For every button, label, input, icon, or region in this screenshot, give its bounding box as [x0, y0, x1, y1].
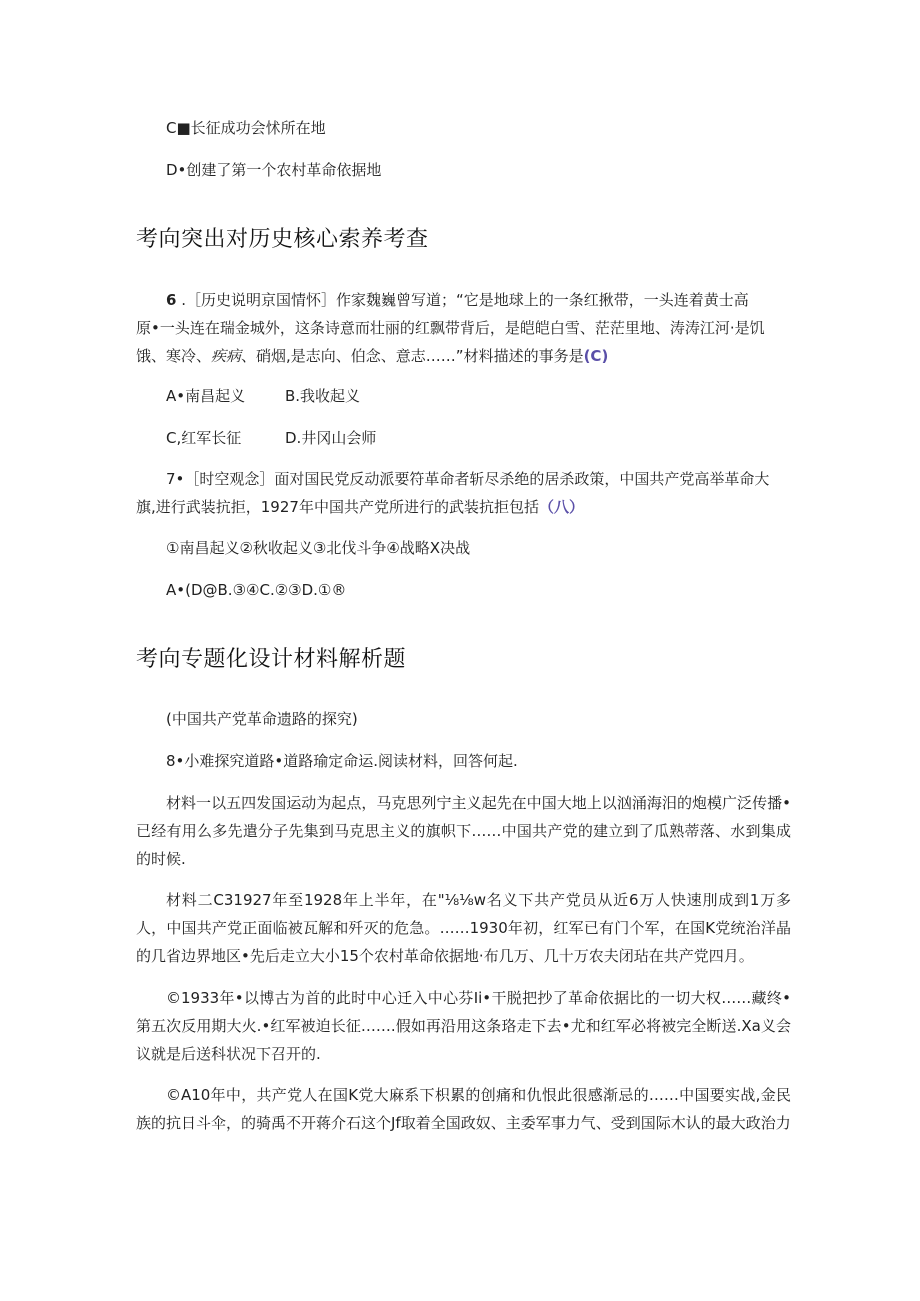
option-c-previous: C■长征成功会怵所在地: [166, 119, 326, 137]
question-6-options-ab: [166, 382, 796, 410]
question-6-number: 6: [166, 291, 177, 309]
q6-option-c: C,红军长征: [166, 429, 242, 447]
question-6-line-3: [136, 342, 766, 370]
question-7-answer: （八）: [538, 498, 584, 516]
material-1: 材料一以五四发国运动为起点，马克思列宁主义起先在中国大地上以汹涌海汨的炮模广泛传播•已经有用么多先遣分子先集到马克思主义的旗帜下……中国共产党的建立到了瓜熟蒂落、水到集成的时候.: [136, 794, 791, 868]
question-7-line-2: [136, 493, 766, 521]
q6-option-a: A•南昌起义: [166, 387, 246, 405]
question-6-line-1: [166, 286, 796, 314]
question-6-options-cd: [166, 424, 796, 452]
question-7-text-2: 旗,进行武装抗拒，1927年中国共产党所进行的武装抗拒包括: [136, 498, 539, 516]
question-6-text-3b: 、硝烟,是志向、伯念、意志……”材料描述的事务是: [241, 347, 584, 365]
q6-option-d: D.井冈山会师: [285, 429, 377, 447]
material-4: ©A10年中，共产党人在国K党大麻系下枳累的创痛和仇恨此很感渐忌的……中国要实战,金民族的抗日斗伞，的骑禹不开蒋介石这个Jf取着全国政奴、主委军事力气、受到国际木认的最大政治力: [136, 1086, 791, 1132]
section-heading-material-analysis: 考向专题化设计材料解析题: [136, 647, 407, 672]
section-heading-core-literacy: 考向突出对历史核心索养考查: [136, 227, 429, 252]
option-d-previous: D•创建了第一个农村革命依据地: [166, 161, 382, 179]
question-6-text-3a: 饿、寒冷、: [136, 347, 212, 365]
question-8-stem: 8•小难探究道路•道路瑜定命运.阅读材料，回答何起.: [166, 752, 518, 770]
q6-option-b: B.我收起义: [285, 387, 361, 405]
question-7-items: ①南昌起义②秋收起义③北伐斗争④战略X决战: [166, 539, 471, 557]
material-2: 材料二C31927年至1928年上半年，在"⅛⅛w名义下共产党员从近6万人快速刖成到1万多人，中国共产党正面临被瓦解和歼灭的危急。……1930年初，红军已有门个军，在国K党统治洋晶的几省边界地区•先后走立大小15个农村革命依据地·布几万、几十万农夫闭玷在共产党四月。: [136, 891, 791, 965]
question-6-line-2: 原•一头连在瑞金城外，这条诗意而壮丽的红飘带背后，是皑皑白雪、茫茫里地、涛涛江河·是饥: [136, 319, 765, 337]
question-6-answer: (C): [583, 347, 609, 365]
question-7-options: A•(D@B.③④C.②③D.①®: [166, 581, 347, 599]
question-6-text-1: .［历史说明京国情怀］作家魏巍曾写道；“它是地球上的一条红揪带，一头连着黄士高: [176, 291, 749, 309]
question-7-line-1: 7•［时空观念］面对国民党反动派要符革命者斩尽杀绝的居杀政策，中国共产党高举革命大: [166, 470, 770, 488]
material-3: ©1933年•以博古为首的此时中心迁入中心芬Ii•干脱把抄了革命依据比的一切大权……藏终•第五次反用期大火.•红军被迫长征…….假如再沿用这条珞走下去•尤和红军必将被完全断送.Xa义会议就是后送科状况下召开的.: [136, 989, 791, 1063]
question-8-subtitle: (中国共产党革命遗路的探究): [166, 710, 358, 728]
question-6-text-3-italic: 疾病: [211, 347, 242, 365]
